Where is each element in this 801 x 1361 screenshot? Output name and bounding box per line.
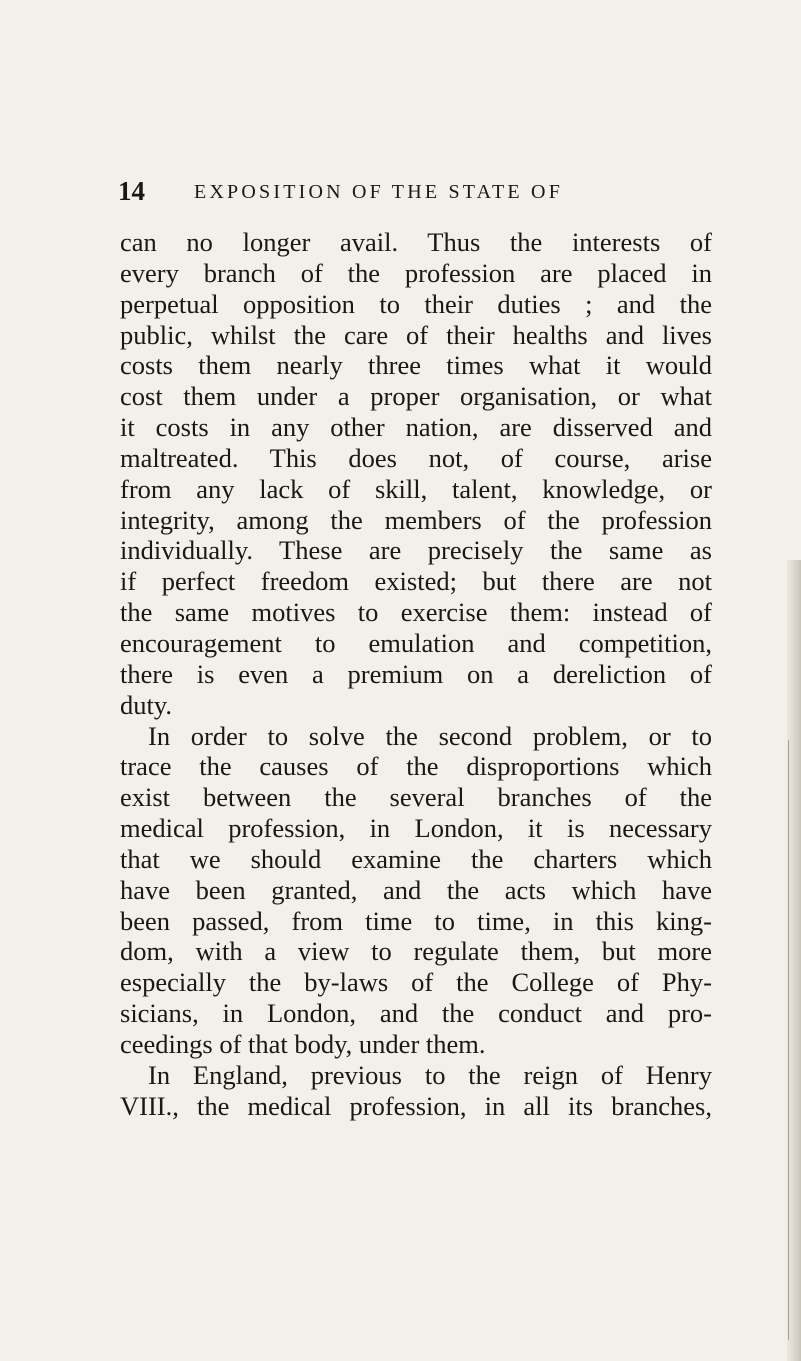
text-line: if perfect freedom existed; but there are not — [120, 566, 712, 597]
text-line: integrity, among the members of the profession — [120, 504, 712, 535]
text-line: maltreated. This does not, of course, arise — [120, 442, 712, 473]
text-line: cost them under a proper organisation, or what — [120, 381, 712, 412]
text-line: costs them nearly three times what it would — [120, 350, 712, 381]
text-line: perpetual opposition to their duties ; and the — [120, 288, 712, 319]
page-edge-shadow — [787, 560, 801, 1361]
page-edge-line — [788, 740, 789, 1340]
text-line: encouragement to emulation and competition, — [120, 627, 712, 658]
text-line: trace the causes of the disproportions which — [120, 751, 712, 782]
page-number: 14 — [118, 176, 145, 206]
text-line: duty. — [120, 689, 173, 720]
text-line: the same motives to exercise them: instead of — [120, 597, 712, 628]
text-line: have been granted, and the acts which have — [120, 874, 712, 905]
text-line: public, whilst the care of their healths and lives — [120, 319, 712, 350]
text-line: can no longer avail. Thus the interests of — [120, 227, 712, 257]
text-line: In order to solve the second problem, or to — [148, 720, 712, 751]
text-line: that we should examine the charters which — [120, 843, 712, 874]
page-header — [118, 175, 718, 207]
text-line: ceedings of that body, under them. — [120, 1028, 486, 1059]
text-line: VIII., the medical profession, in all its branches, — [120, 1090, 712, 1121]
body-text — [120, 227, 712, 1121]
text-line: sicians, in London, and the conduct and pro- — [120, 998, 712, 1029]
text-line: dom, with a view to regulate them, but more — [120, 936, 712, 967]
text-line: from any lack of skill, talent, knowledge, or — [120, 473, 712, 504]
text-line: individually. These are precisely the same as — [120, 535, 712, 566]
text-line: it costs in any other nation, are disserved and — [120, 412, 712, 443]
text-line: been passed, from time to time, in this king- — [120, 905, 712, 936]
text-line: medical profession, in London, it is necessary — [120, 813, 712, 844]
text-line: there is even a premium on a dereliction of — [120, 658, 712, 689]
text-line: In England, previous to the reign of Henry — [148, 1059, 712, 1090]
text-line: especially the by-laws of the College of Phy- — [120, 967, 712, 998]
text-line: exist between the several branches of the — [120, 782, 712, 813]
text-line: every branch of the profession are placed in — [120, 257, 712, 288]
running-head: EXPOSITION OF THE STATE OF — [194, 181, 564, 203]
